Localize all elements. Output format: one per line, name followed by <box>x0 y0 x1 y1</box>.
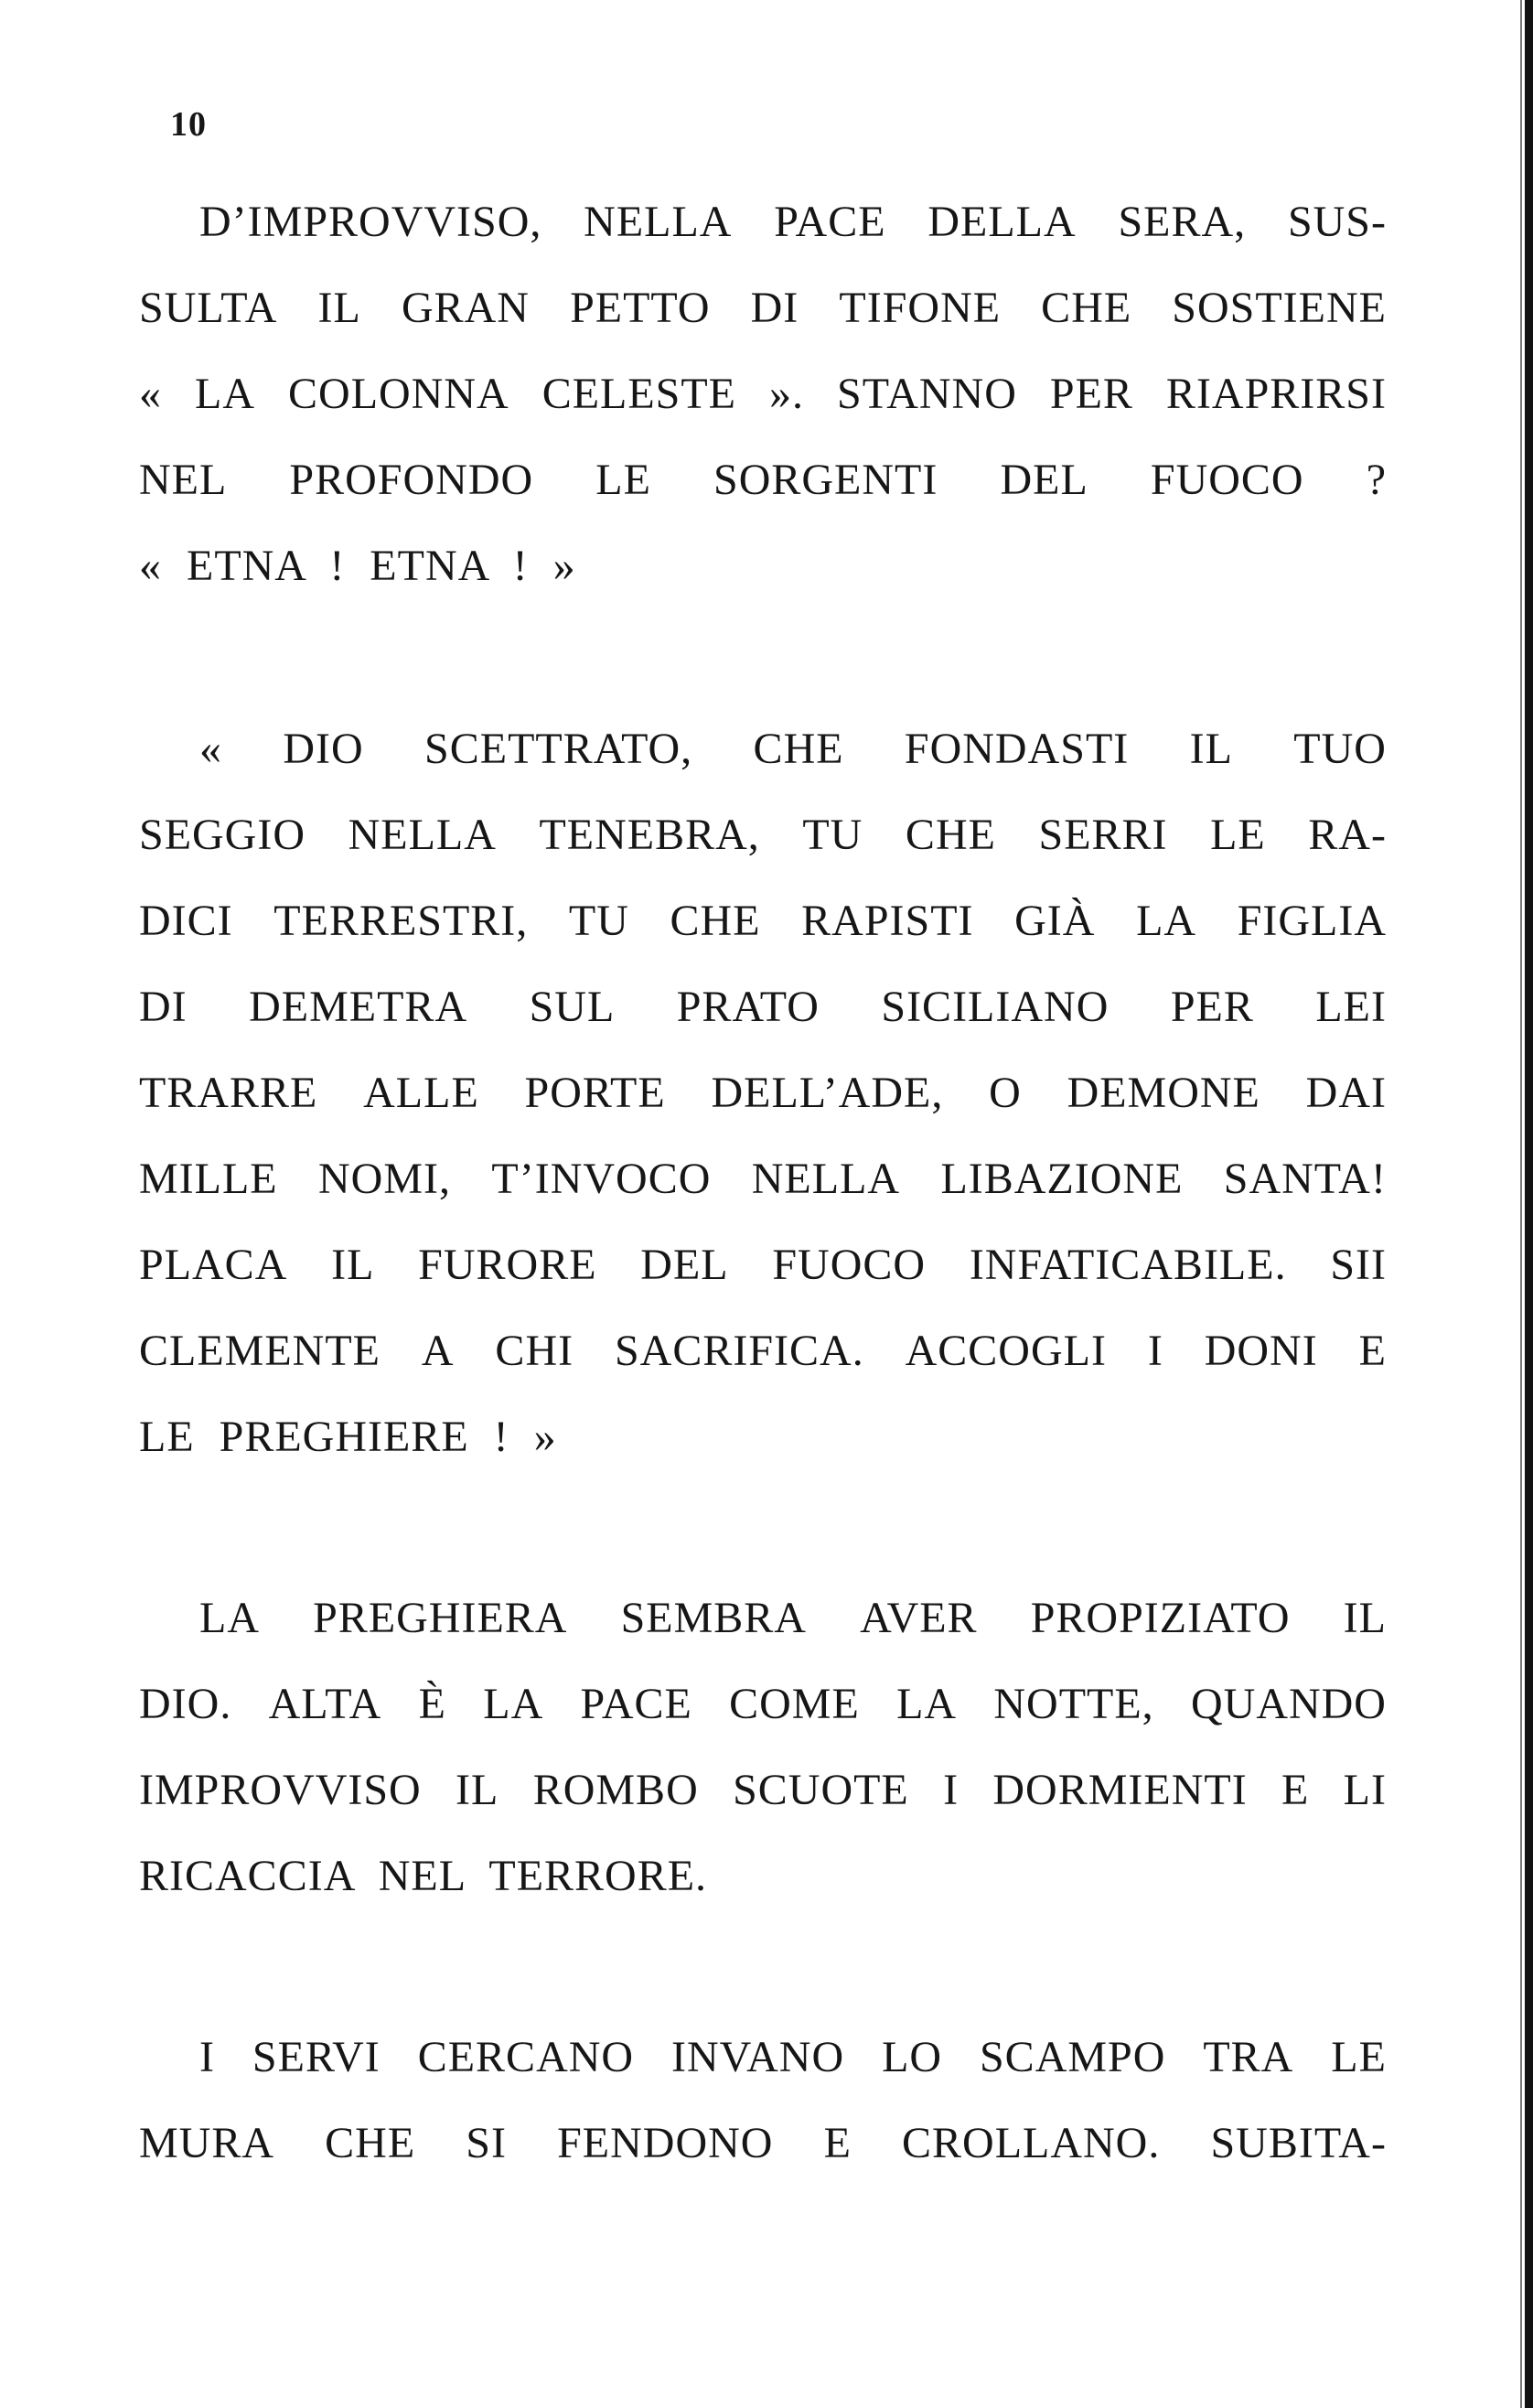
paragraph-line: MILLE NOMI, T’INVOCO NELLA LIBAZIONE SANTA! <box>139 1155 1387 1203</box>
paragraph-1 <box>139 179 1387 609</box>
paragraph-line: « ETNA ! ETNA ! » <box>139 542 576 590</box>
paragraph-2 <box>139 706 1387 1480</box>
paragraph-line: LA PREGHIERA SEMBRA AVER PROPIZIATO IL <box>199 1594 1387 1642</box>
page-edge-shadow <box>1520 0 1522 2408</box>
paragraph-line: D’IMPROVVISO, NELLA PACE DELLA SERA, SUS- <box>199 198 1387 246</box>
paragraph-line: NEL PROFONDO LE SORGENTI DEL FUOCO ? <box>139 456 1387 504</box>
paragraph-line: TRARRE ALLE PORTE DELL’ADE, O DEMONE DAI <box>139 1069 1387 1117</box>
paragraph-4 <box>139 2015 1387 2187</box>
paragraph-line: « LA COLONNA CELESTE ». STANNO PER RIAPRIRSI <box>139 370 1387 418</box>
paragraph-line: « DIO SCETTRATO, CHE FONDASTI IL TUO <box>199 725 1387 773</box>
page-number: 10 <box>170 105 207 144</box>
paragraph-line: SEGGIO NELLA TENEBRA, TU CHE SERRI LE RA- <box>139 811 1387 859</box>
paragraph-line: DIO. ALTA È LA PACE COME LA NOTTE, QUANDO <box>139 1680 1387 1728</box>
paragraph-line: DICI TERRESTRI, TU CHE RAPISTI GIÀ LA FIGLIA <box>139 897 1387 945</box>
paragraph-line: PLACA IL FURORE DEL FUOCO INFATICABILE. SII <box>139 1241 1387 1289</box>
paragraph-line: CLEMENTE A CHI SACRIFICA. ACCOGLI I DONI E <box>139 1327 1387 1375</box>
paragraph-line: DI DEMETRA SUL PRATO SICILIANO PER LEI <box>139 983 1387 1031</box>
paragraph-line: LE PREGHIERE ! » <box>139 1413 557 1461</box>
paragraph-line: RICACCIA NEL TERRORE. <box>139 1852 708 1900</box>
paragraph-line: I SERVI CERCANO INVANO LO SCAMPO TRA LE <box>199 2033 1387 2081</box>
paragraph-3 <box>139 1575 1387 1919</box>
paragraph-line: MURA CHE SI FENDONO E CROLLANO. SUBITA- <box>139 2119 1387 2167</box>
paragraph-line: IMPROVVISO IL ROMBO SCUOTE I DORMIENTI E LI <box>139 1766 1387 1814</box>
page-edge <box>1525 0 1533 2408</box>
paragraph-line: SULTA IL GRAN PETTO DI TIFONE CHE SOSTIENE <box>139 284 1387 332</box>
